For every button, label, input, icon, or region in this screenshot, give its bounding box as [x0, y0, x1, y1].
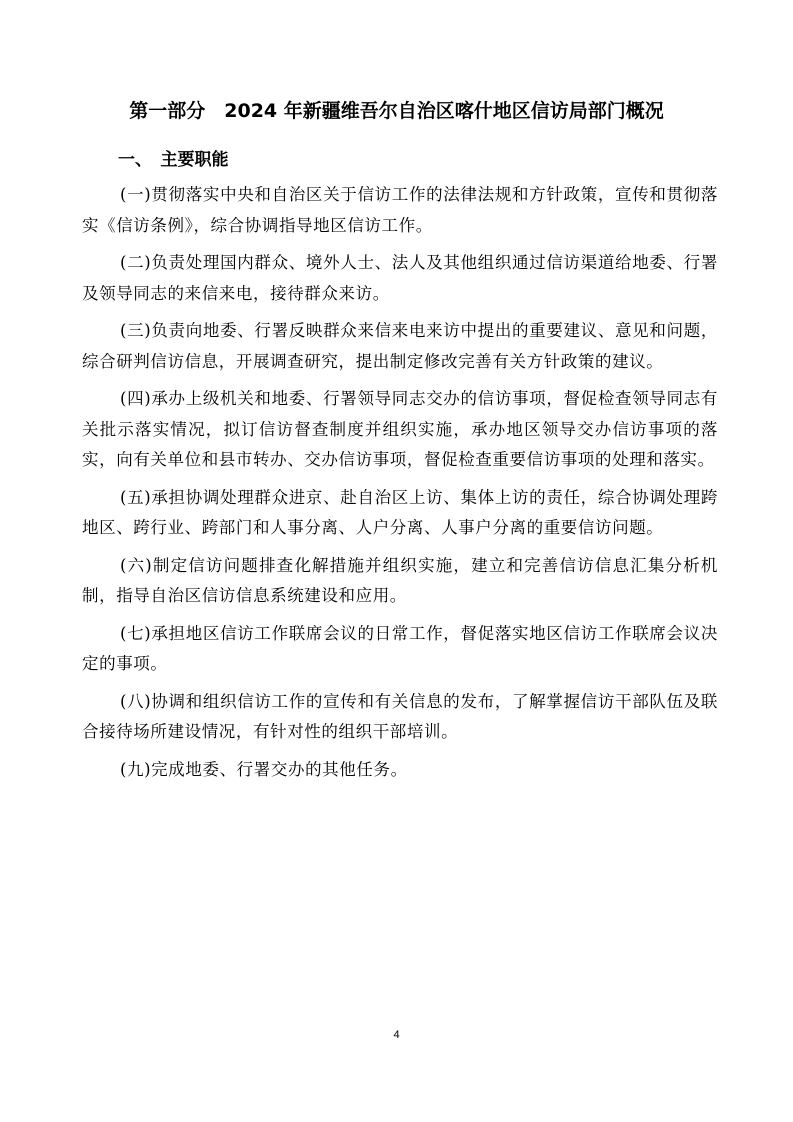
- section-heading: 一、 主要职能: [118, 150, 229, 170]
- paragraph-7: (七)承担地区信访工作联席会议的日常工作，督促落实地区信访工作联席会议决定的事项。: [82, 623, 718, 673]
- paragraph-6: (六)制定信访问题排查化解措施并组织实施，建立和完善信访信息汇集分析机制，指导自治区信访信息系统建设和应用。: [82, 555, 718, 605]
- paragraph-4: (四)承办上级机关和地委、行署领导同志交办的信访事项，督促检查领导同志有关批示落实情况，拟订信访督查制度并组织实施，承办地区领导交办信访事项的落实，向有关单位和县市转办、交办信访事项，督促检查重要信访事项的处理和落实。: [82, 389, 718, 469]
- paragraph-3: (三)负责向地委、行署反映群众来信来电来访中提出的重要建议、意见和问题，综合研判信访信息，开展调查研究，提出制定修改完善有关方针政策的建议。: [82, 321, 718, 371]
- paragraph-2: (二)负责处理国内群众、境外人士、法人及其他组织通过信访渠道给地委、行署及领导同志的来信来电，接待群众来访。: [82, 253, 718, 303]
- page-number: 4: [393, 1029, 400, 1041]
- document-body: [82, 180, 718, 792]
- paragraph-5: (五)承担协调处理群众进京、赴自治区上访、集体上访的责任，综合协调处理跨地区、跨行业、跨部门和人事分离、人户分离、人事户分离的重要信访问题。: [82, 487, 718, 537]
- paragraph-9: (九)完成地委、行署交办的其他任务。: [120, 759, 408, 779]
- paragraph-1: (一)贯彻落实中央和自治区关于信访工作的法律法规和方针政策，宣传和贯彻落实《信访条例》，综合协调指导地区信访工作。: [82, 185, 718, 235]
- paragraph-8: (八)协调和组织信访工作的宣传和有关信息的发布，了解掌握信访干部队伍及联合接待场所建设情况，有针对性的组织干部培训。: [82, 691, 718, 741]
- page-title: 第一部分 2024 年新疆维吾尔自治区喀什地区信访局部门概况: [129, 100, 664, 122]
